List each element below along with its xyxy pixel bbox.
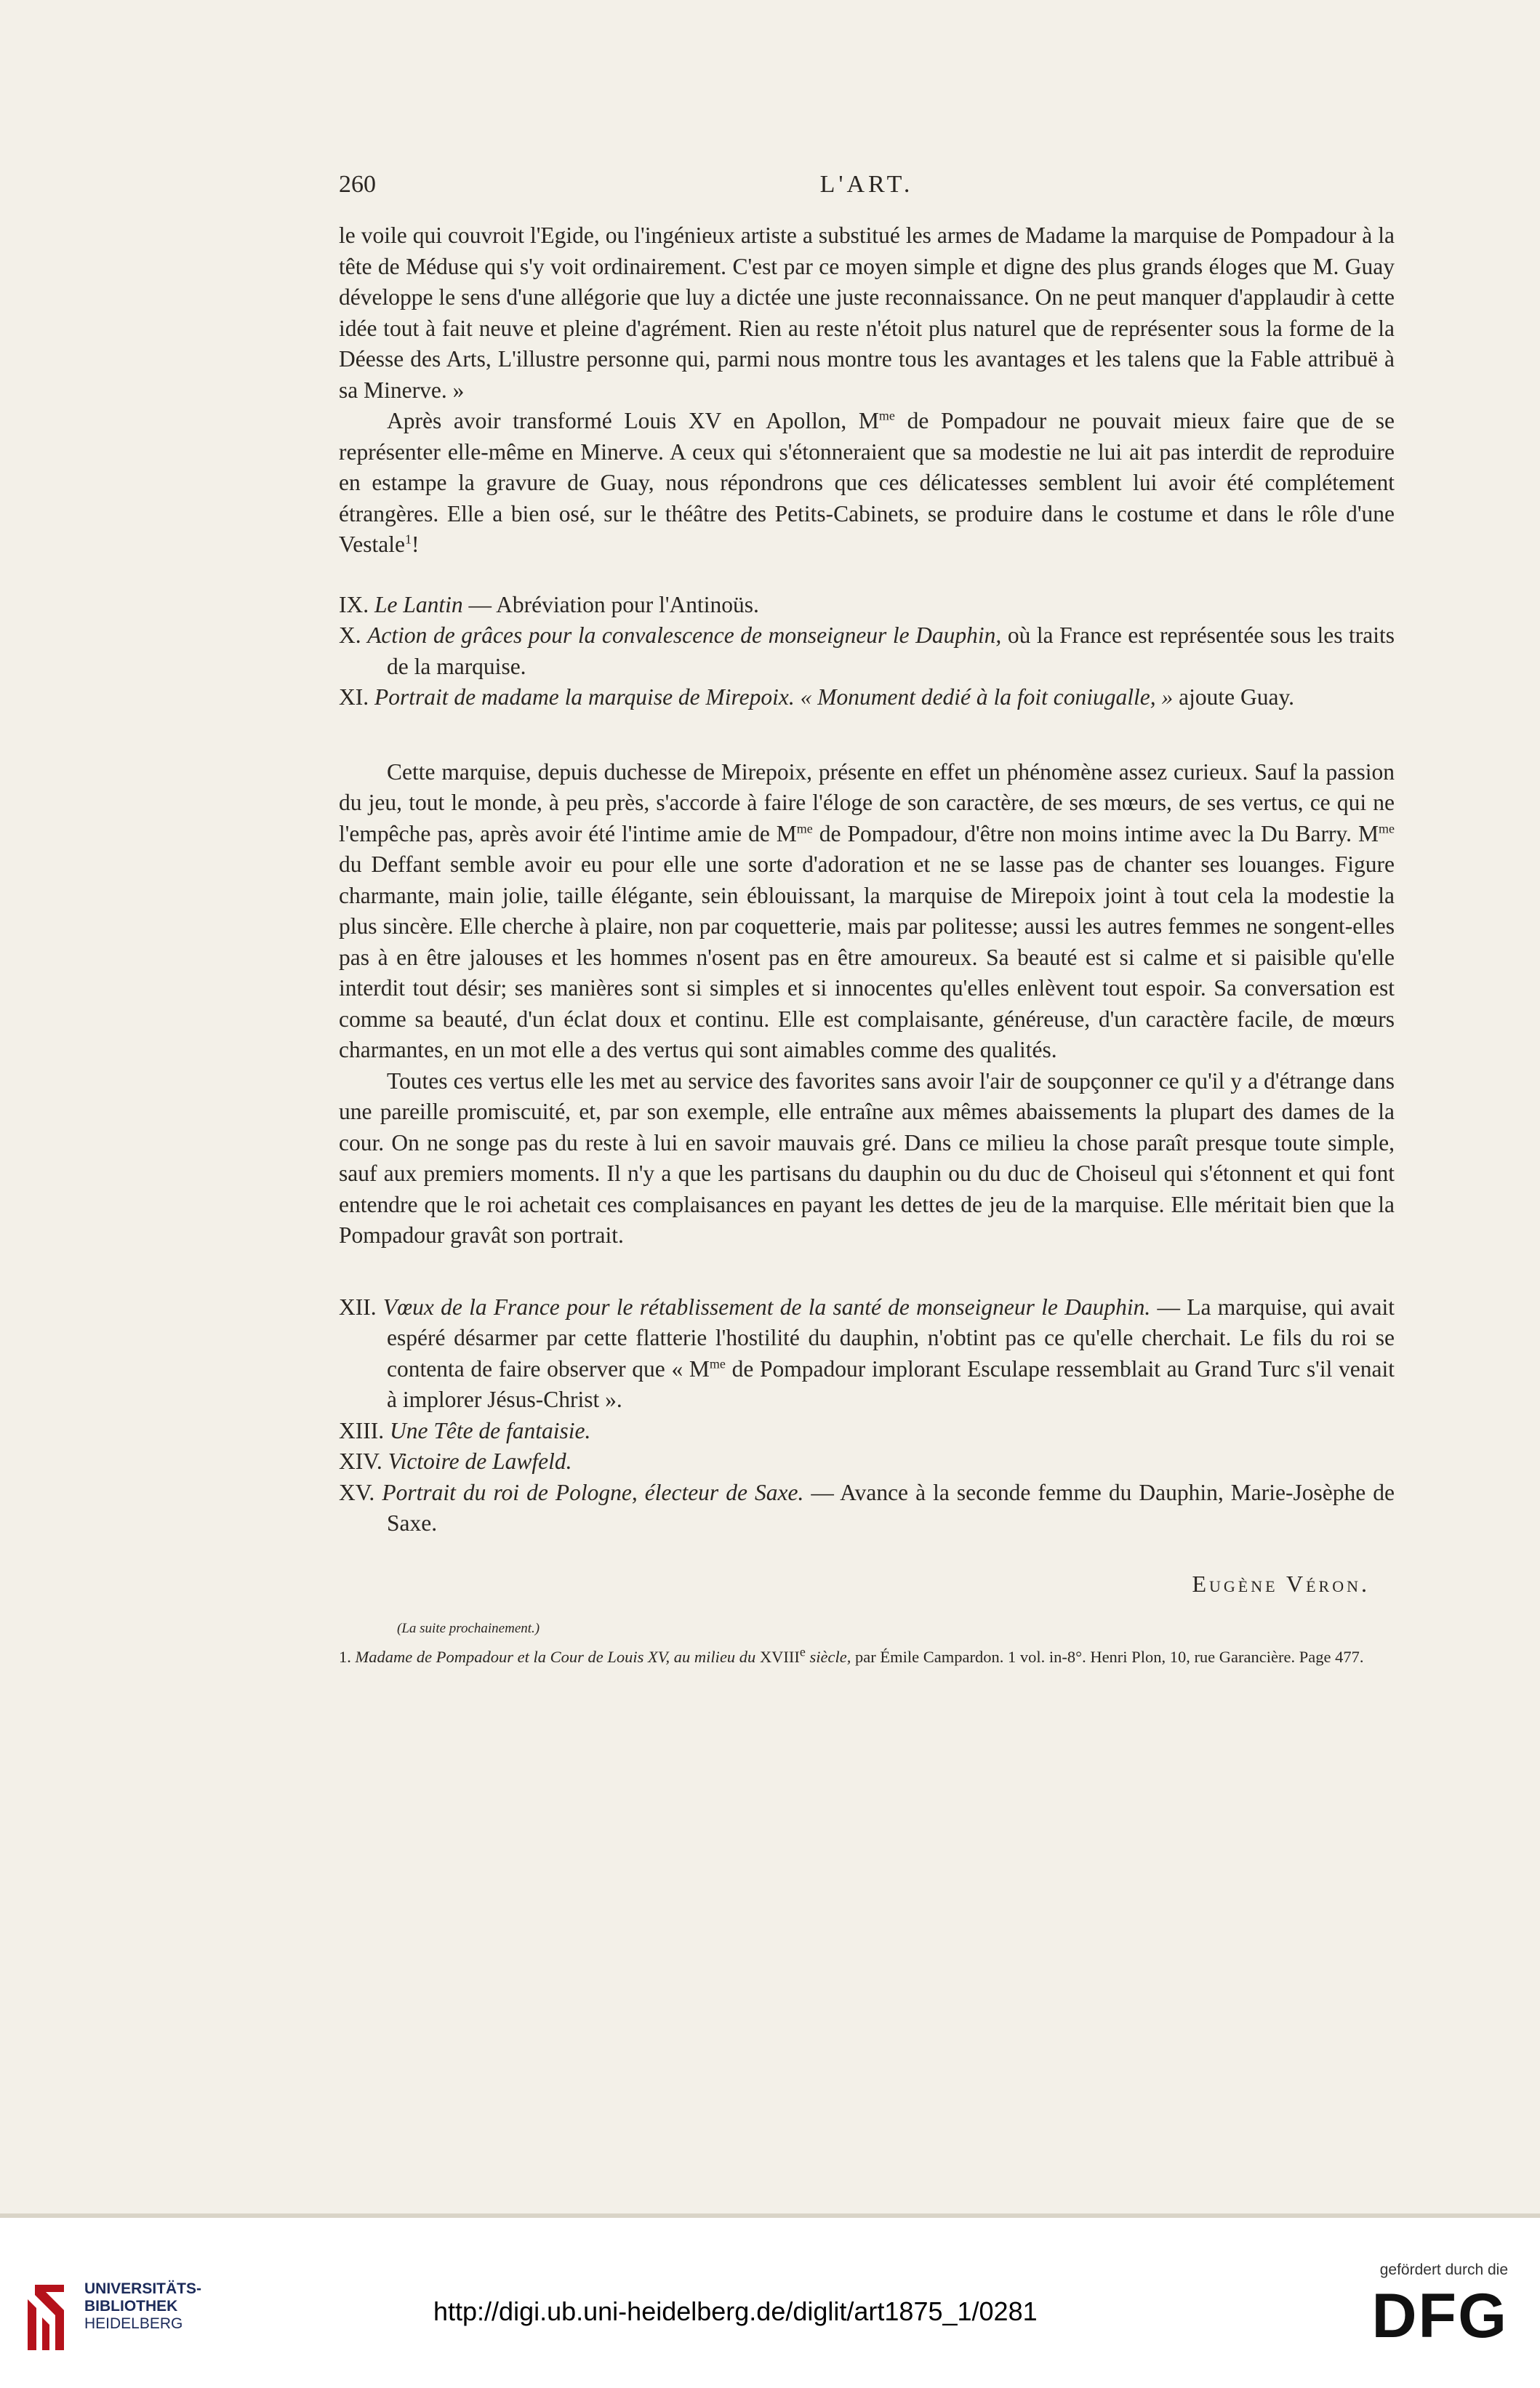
article-body bbox=[339, 220, 1395, 1669]
author-signature: Eugène Véron. bbox=[1192, 1570, 1370, 1597]
list-item-ix: IX. Le Lantin — Abréviation pour l'Antinoüs. bbox=[339, 591, 759, 617]
paragraph: Toutes ces vertus elle les met au service des favorites sans avoir l'air de soupçonner ce qu'il y a d'étrange dans une pareille promiscuité, et, par son exemple, elle entraîne aux mêmes abaissements la plupart des dames de la cour. On ne songe pas du reste à lui en savoir mauvais gré. Dans ce milieu la chose paraît presque toute simple, sauf aux premiers moments. Il n'y a que les partisans du dauphin ou du duc de Choiseul qui s'étonnent et qui font entendre que le roi achetait ces complaisances en payant les dettes de jeu de la marquise. Elle méritait bien que la Pompadour gravât son portrait. bbox=[339, 1067, 1395, 1248]
footnote-ref: 1 bbox=[404, 532, 412, 547]
sponsor-caption: gefördert durch die bbox=[1379, 2261, 1508, 2278]
library-logo[interactable] bbox=[20, 2277, 209, 2365]
journal-title: L'ART. bbox=[819, 171, 914, 198]
page-number: 260 bbox=[339, 171, 376, 198]
source-url-link[interactable]: http://digi.ub.uni-heidelberg.de/diglit/art1875_1/0281 bbox=[433, 2296, 1038, 2326]
dfg-logo: DFG bbox=[1371, 2281, 1508, 2351]
library-name: UNIVERSITÄTS- BIBLIOTHEK HEIDELBERG bbox=[84, 2280, 202, 2332]
footnote: 1. Madame de Pompadour et la Cour de Louis XV, au milieu du XVIIIe siècle, par Émile Campardon. 1 vol. in-8°. Henri Plon, 10, rue Garancière. Page 477. bbox=[339, 1644, 1364, 1666]
page-header bbox=[339, 171, 1395, 215]
paragraph: Cette marquise, depuis duchesse de Mirepoix, présente en effet un phénomène assez curieux. Sauf la passion du jeu, tout le monde, à peu près, s'accorde à faire l'éloge de son caractère, de ses mœurs, de ses vertus, ce qui ne l'empêche pas, après avoir été l'intime amie de $M^{me}$ de Pompadour, d'être non moins intime avec la Du Barry. $M^{me}$ du Deffant semble avoir eu pour elle une sorte d'adoration et ne se lasse pas de chanter ses louanges. Figure charmante, main jolie, taille élégante, sein éblouissant, la marquise de Mirepoix joint à tout cela la modestie la plus sincère. Elle cherche à plaire, non par coquetterie, mais par politesse; aussi les autres femmes ne songent-elles pas à en être jalouses et les hommes n'osent pas en être amoureux. Sa beauté est si calme et si paisible qu'elle interdit tout désir; ses manières sont si simples et si innocentes qu'elles enlèvent tout espoir. Sa conversation est comme sa beauté, d'un éclat doux et continu. Elle est complaisante, généreuse, d'un caractère facile, de mœurs charmantes, en un mot elle a des vertus qui sont aimables comme des qualités. bbox=[339, 758, 1395, 1062]
continuation-note: (La suite prochainement.) bbox=[397, 1621, 540, 1636]
list-item-xiii: XIII. Une Tête de fantaisie. bbox=[339, 1417, 591, 1443]
list-item-xv: XV. Portrait du roi de Pologne, électeur de Saxe. — Avance à la seconde femme du Dauphin, Marie-Josèphe de Saxe. bbox=[339, 1479, 1395, 1536]
list-item-x: X. Action de grâces pour la convalescence de monseigneur le Dauphin, où la France est représentée sous les traits de la marquise. bbox=[339, 622, 1395, 679]
paragraph: le voile qui couvroit l'Egide, ou l'ingénieux artiste a substitué les armes de Madame la marquise de Pompadour à la tête de Méduse qui s'y voit ordinairement. C'est par ce moyen simple et digne des plus grands éloges que M. Guay développe le sens d'une allégorie que luy a dictée une juste reconnaissance. On ne peut manquer d'applaudir à cette idée tout à fait neuve et pleine d'agrément. Rien au reste n'étoit plus naturel que de représenter sous la forme de la Déesse des Arts, L'illustre personne qui, parmi nous montre tous les avantages et les talens que la Fable attribuë à sa Minerve. » bbox=[339, 223, 1395, 403]
list-item-xiv: XIV. Victoire de Lawfeld. bbox=[339, 1449, 572, 1474]
sponsor-block[interactable] bbox=[1371, 2261, 1508, 2349]
library-emblem-icon bbox=[20, 2277, 79, 2357]
paragraph: Après avoir transformé Louis XV en Apollon, $M^{me}$ de Pompadour ne pouvait mieux faire que de se représenter elle-même en Minerve. A ceux qui s'étonneraient que sa modestie ne lui ait pas interdit de reproduire en estampe la gravure de Guay, nous répondrons que ces délicatesses semblent lui avoir été complétement étrangères. Elle a bien osé, sur le théâtre des Petits-Cabinets, se produire dans le costume et dans le rôle d'une Vestale$^1$! bbox=[339, 408, 1395, 557]
digitization-footer bbox=[0, 2218, 1540, 2388]
list-item-xii: XII. Vœux de la France pour le rétablissement de la santé de monseigneur le Dauphin. — La marquise, qui avait espéré désarmer par cette flatterie l'hostilité du dauphin, n'obtint pas ce qu'elle cherchait. Le fils du roi se contenta de faire observer que « $M^{me}$ de Pompadour implorant Esculape ressemblait au Grand Turc s'il venait à implorer Jésus-Christ ». bbox=[339, 1294, 1395, 1412]
list-item-xi: XI. Portrait de madame la marquise de Mirepoix. « Monument dedié à la foit coniugalle, » ajoute Guay. bbox=[339, 684, 1295, 710]
